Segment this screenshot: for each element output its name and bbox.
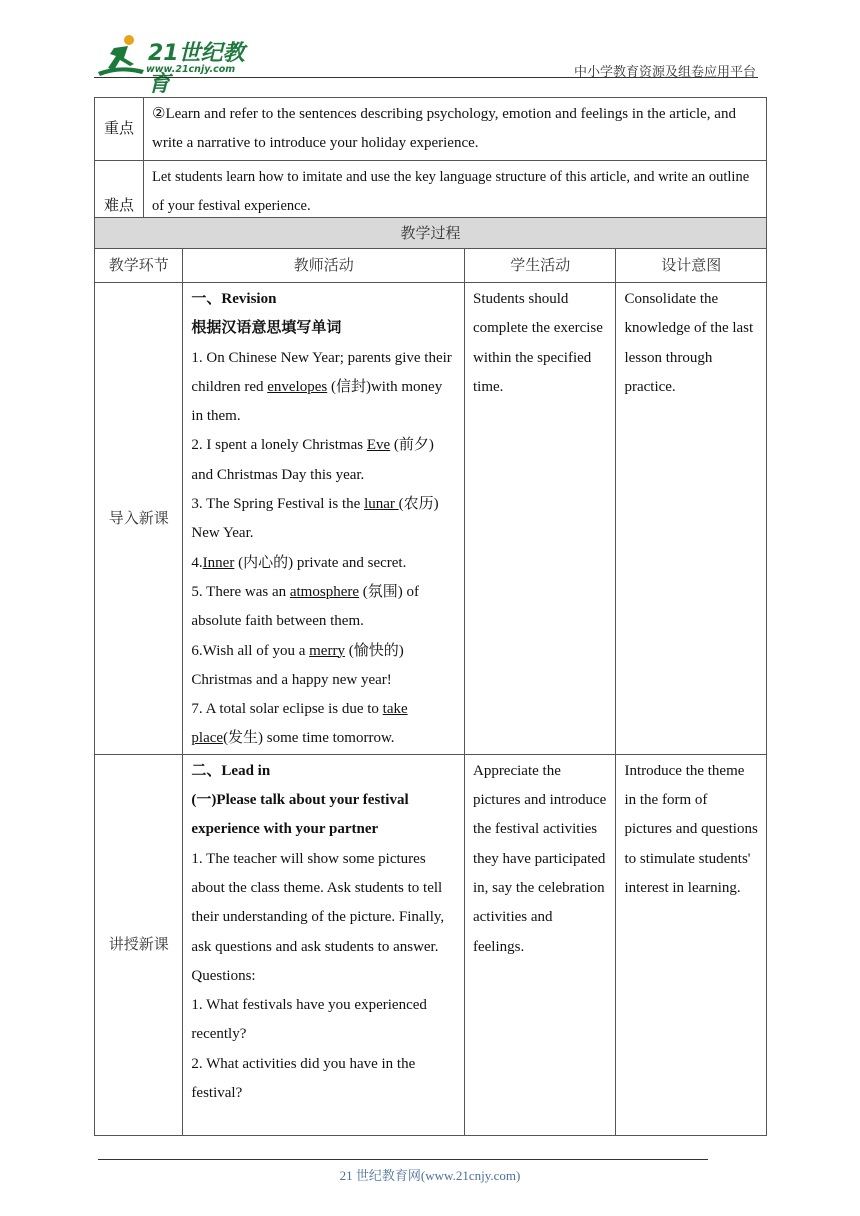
revision-item (191, 578, 456, 637)
table-row (95, 754, 767, 1135)
runner-logo-icon (96, 34, 146, 80)
revision-item (191, 549, 456, 578)
key-points-text: ②Learn and refer to the sentences describing psychology, emotion and feelings in the article, and write a narrative to introduce your holiday experience. (144, 98, 767, 161)
questions-label: Questions: (191, 967, 256, 984)
logo-url-text: www.21cnjy.com (146, 64, 236, 75)
stage-cell: 导入新课 (95, 283, 183, 755)
revision-items (191, 344, 456, 754)
table-row (95, 161, 767, 224)
answer-word: atmosphere (289, 583, 359, 600)
platform-name: 中小学教育资源及组卷应用平台 (573, 64, 756, 79)
column-header-student: 学生活动 (464, 249, 615, 283)
answer-word: Eve (366, 437, 391, 454)
revision-item (191, 344, 456, 432)
table-row (95, 283, 767, 755)
objectives-table (94, 97, 767, 224)
answer-word: merry (309, 642, 345, 659)
column-header-intent: 设计意图 (616, 249, 767, 283)
footer-divider (98, 1159, 708, 1160)
table-banner-row (95, 218, 767, 249)
section-subtitle: 根据汉语意思填写单词 (191, 320, 342, 337)
student-activity-cell: Students should complete the exercise within the specified time. (464, 283, 615, 755)
teacher-activity-cell (183, 754, 465, 1135)
revision-item-text: 2. I spent a lonely Christmas (191, 437, 367, 454)
teacher-activity-cell (183, 283, 465, 755)
answer-word: envelopes (267, 378, 328, 395)
question-item: 2. What activities did you have in the festival? (191, 1055, 416, 1102)
column-header-stage: 教学环节 (95, 249, 183, 283)
answer-word: lunar (364, 496, 399, 513)
design-intent-cell: Introduce the theme in the form of pictures and questions to stimulate students' interest in learning. (616, 754, 767, 1135)
table-row (95, 98, 767, 161)
table-header-row (95, 249, 767, 283)
revision-item-text: 6.Wish all of you a (191, 642, 310, 659)
revision-item-text: 5. There was an (191, 583, 290, 600)
revision-item-text: (信封)with money in them. (191, 378, 443, 425)
revision-item-text: (发生) some time tomorrow. (223, 730, 395, 747)
column-header-teacher: 教师活动 (183, 249, 465, 283)
revision-item-text: 3. The Spring Festival is the (191, 496, 365, 513)
revision-item (191, 637, 456, 696)
section-subtitle: (一)Please talk about your festival experience with your partner (191, 792, 409, 838)
teaching-process-table (94, 217, 767, 1136)
key-points-label: 重点 (95, 98, 144, 161)
student-activity-cell: Appreciate the pictures and introduce the festival activities they have participated in, say the celebration activities and feelings. (464, 754, 615, 1135)
answer-word: take place (191, 701, 408, 747)
revision-item-text: (愉快的) Christmas and a happy new year! (191, 642, 404, 688)
difficulties-text: Let students learn how to imitate and use the key language structure of this article, and write an outline of your festival experience. (144, 161, 767, 224)
revision-item-text: (农历) New Year. (191, 496, 439, 542)
process-banner: 教学过程 (95, 218, 767, 249)
activity-description: 1. The teacher will show some pictures about the class theme. Ask students to tell their understanding of the picture. Finally, ask questions and ask students to answer. (191, 850, 445, 955)
revision-item-text: 1. On Chinese New Year; parents give their children red (191, 349, 452, 395)
site-logo[interactable] (96, 34, 266, 97)
revision-item (191, 431, 456, 490)
revision-item (191, 490, 456, 549)
section-title: 二、Lead in (191, 762, 271, 779)
footer-link[interactable]: 21 世纪教育网(www.21cnjy.com) (339, 1168, 521, 1183)
header-divider (94, 77, 758, 78)
question-item: 1. What festivals have you experienced recently? (191, 997, 427, 1043)
section-title: 一、Revision (191, 291, 277, 307)
difficulties-label: 难点 (95, 161, 144, 224)
revision-item-text: (内心的) private and secret. (234, 554, 407, 571)
answer-word: Inner (202, 554, 235, 571)
page-header (0, 0, 860, 97)
revision-item-text: (前夕) and Christmas Day this year. (191, 437, 434, 483)
stage-cell: 讲授新课 (95, 754, 183, 1135)
revision-item-text: (氛围) of absolute faith between them. (191, 583, 419, 630)
revision-item-text: 4. (191, 554, 203, 571)
revision-item-text: 7. A total solar eclipse is due to (191, 701, 383, 718)
logo-brand-text: 21世纪教育 (148, 41, 245, 97)
design-intent-cell: Consolidate the knowledge of the last lesson through practice. (616, 283, 767, 755)
revision-item (191, 695, 456, 754)
